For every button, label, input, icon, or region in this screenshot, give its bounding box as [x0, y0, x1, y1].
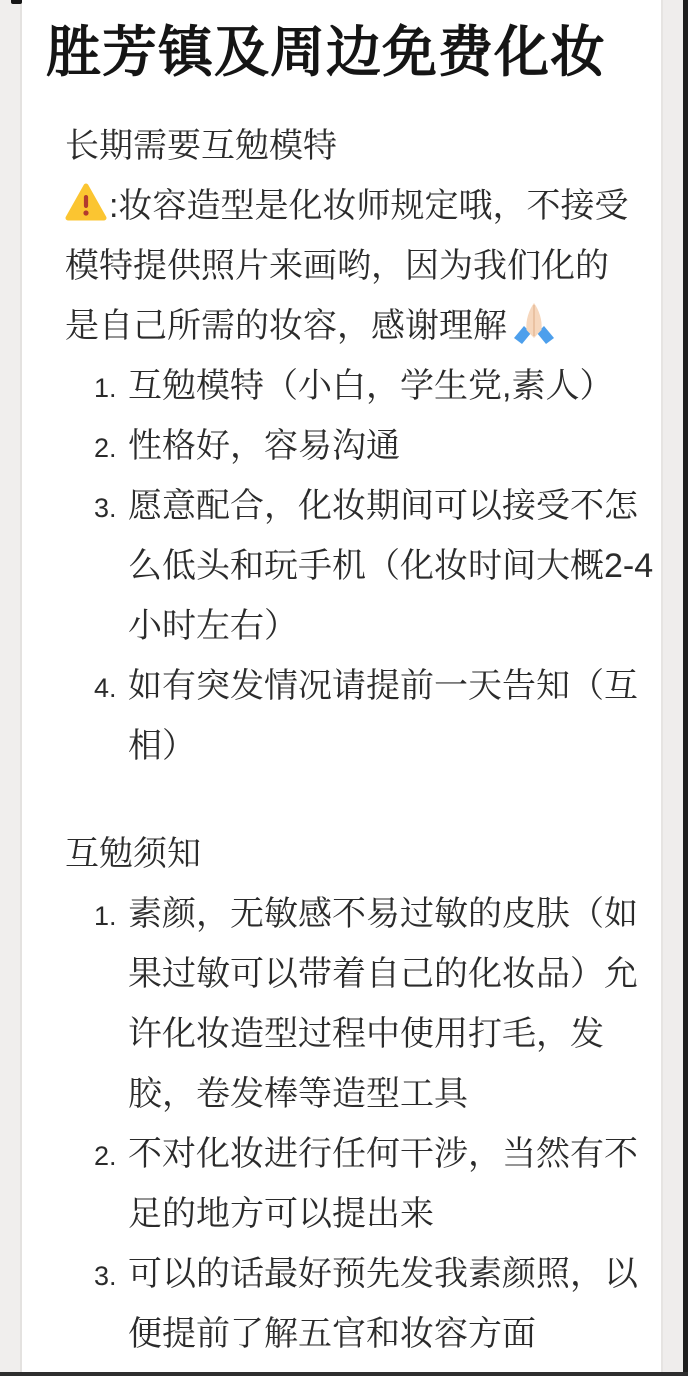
left-edge-strip: [0, 0, 22, 1376]
notice-heading: 互勉须知: [65, 835, 201, 873]
bottom-dark-border: [0, 1372, 688, 1376]
warning-paragraph: [65, 176, 635, 356]
list-item: 1. 素颜，无敏感不易过敏的皮肤（如果过敏可以带着自己的化妆品）允许化妆造型过程中使用打毛，发胶，卷发棒等造型工具: [124, 884, 664, 1124]
top-left-mark: [11, 0, 22, 4]
notice-list: [65, 884, 664, 1364]
warning-icon: [65, 183, 107, 223]
document-content: [22, 0, 661, 1372]
list-item: 3. 可以的话最好预先发我素颜照，以便提前了解五官和妆容方面: [124, 1244, 664, 1364]
intro-line: 长期需要互勉模特: [65, 127, 337, 165]
right-dark-border: [683, 0, 688, 1376]
list-item: 3. 愿意配合，化妆期间可以接受不怎么低头和玩手机（化妆时间大概2-4小时左右）: [124, 476, 664, 656]
right-edge-strip: [661, 0, 685, 1376]
list-item: 1. 互勉模特（小白，学生党,素人）: [124, 356, 664, 416]
document-body: [22, 116, 661, 1364]
folded-hands-icon: [511, 300, 557, 346]
list-item: 4. 如有突发情况请提前一天告知（互相）: [124, 656, 664, 776]
requirements-list: [65, 356, 664, 776]
warning-text: :妆容造型是化妆师规定哦，不接受模特提供照片来画哟，因为我们化的是自己所需的妆容，感谢理解: [65, 187, 629, 345]
list-item: 2. 性格好，容易沟通: [124, 416, 664, 476]
page-title: 胜芳镇及周边免费化妆: [46, 21, 607, 83]
list-item: 2. 不对化妆进行任何干涉，当然有不足的地方可以提出来: [124, 1124, 664, 1244]
